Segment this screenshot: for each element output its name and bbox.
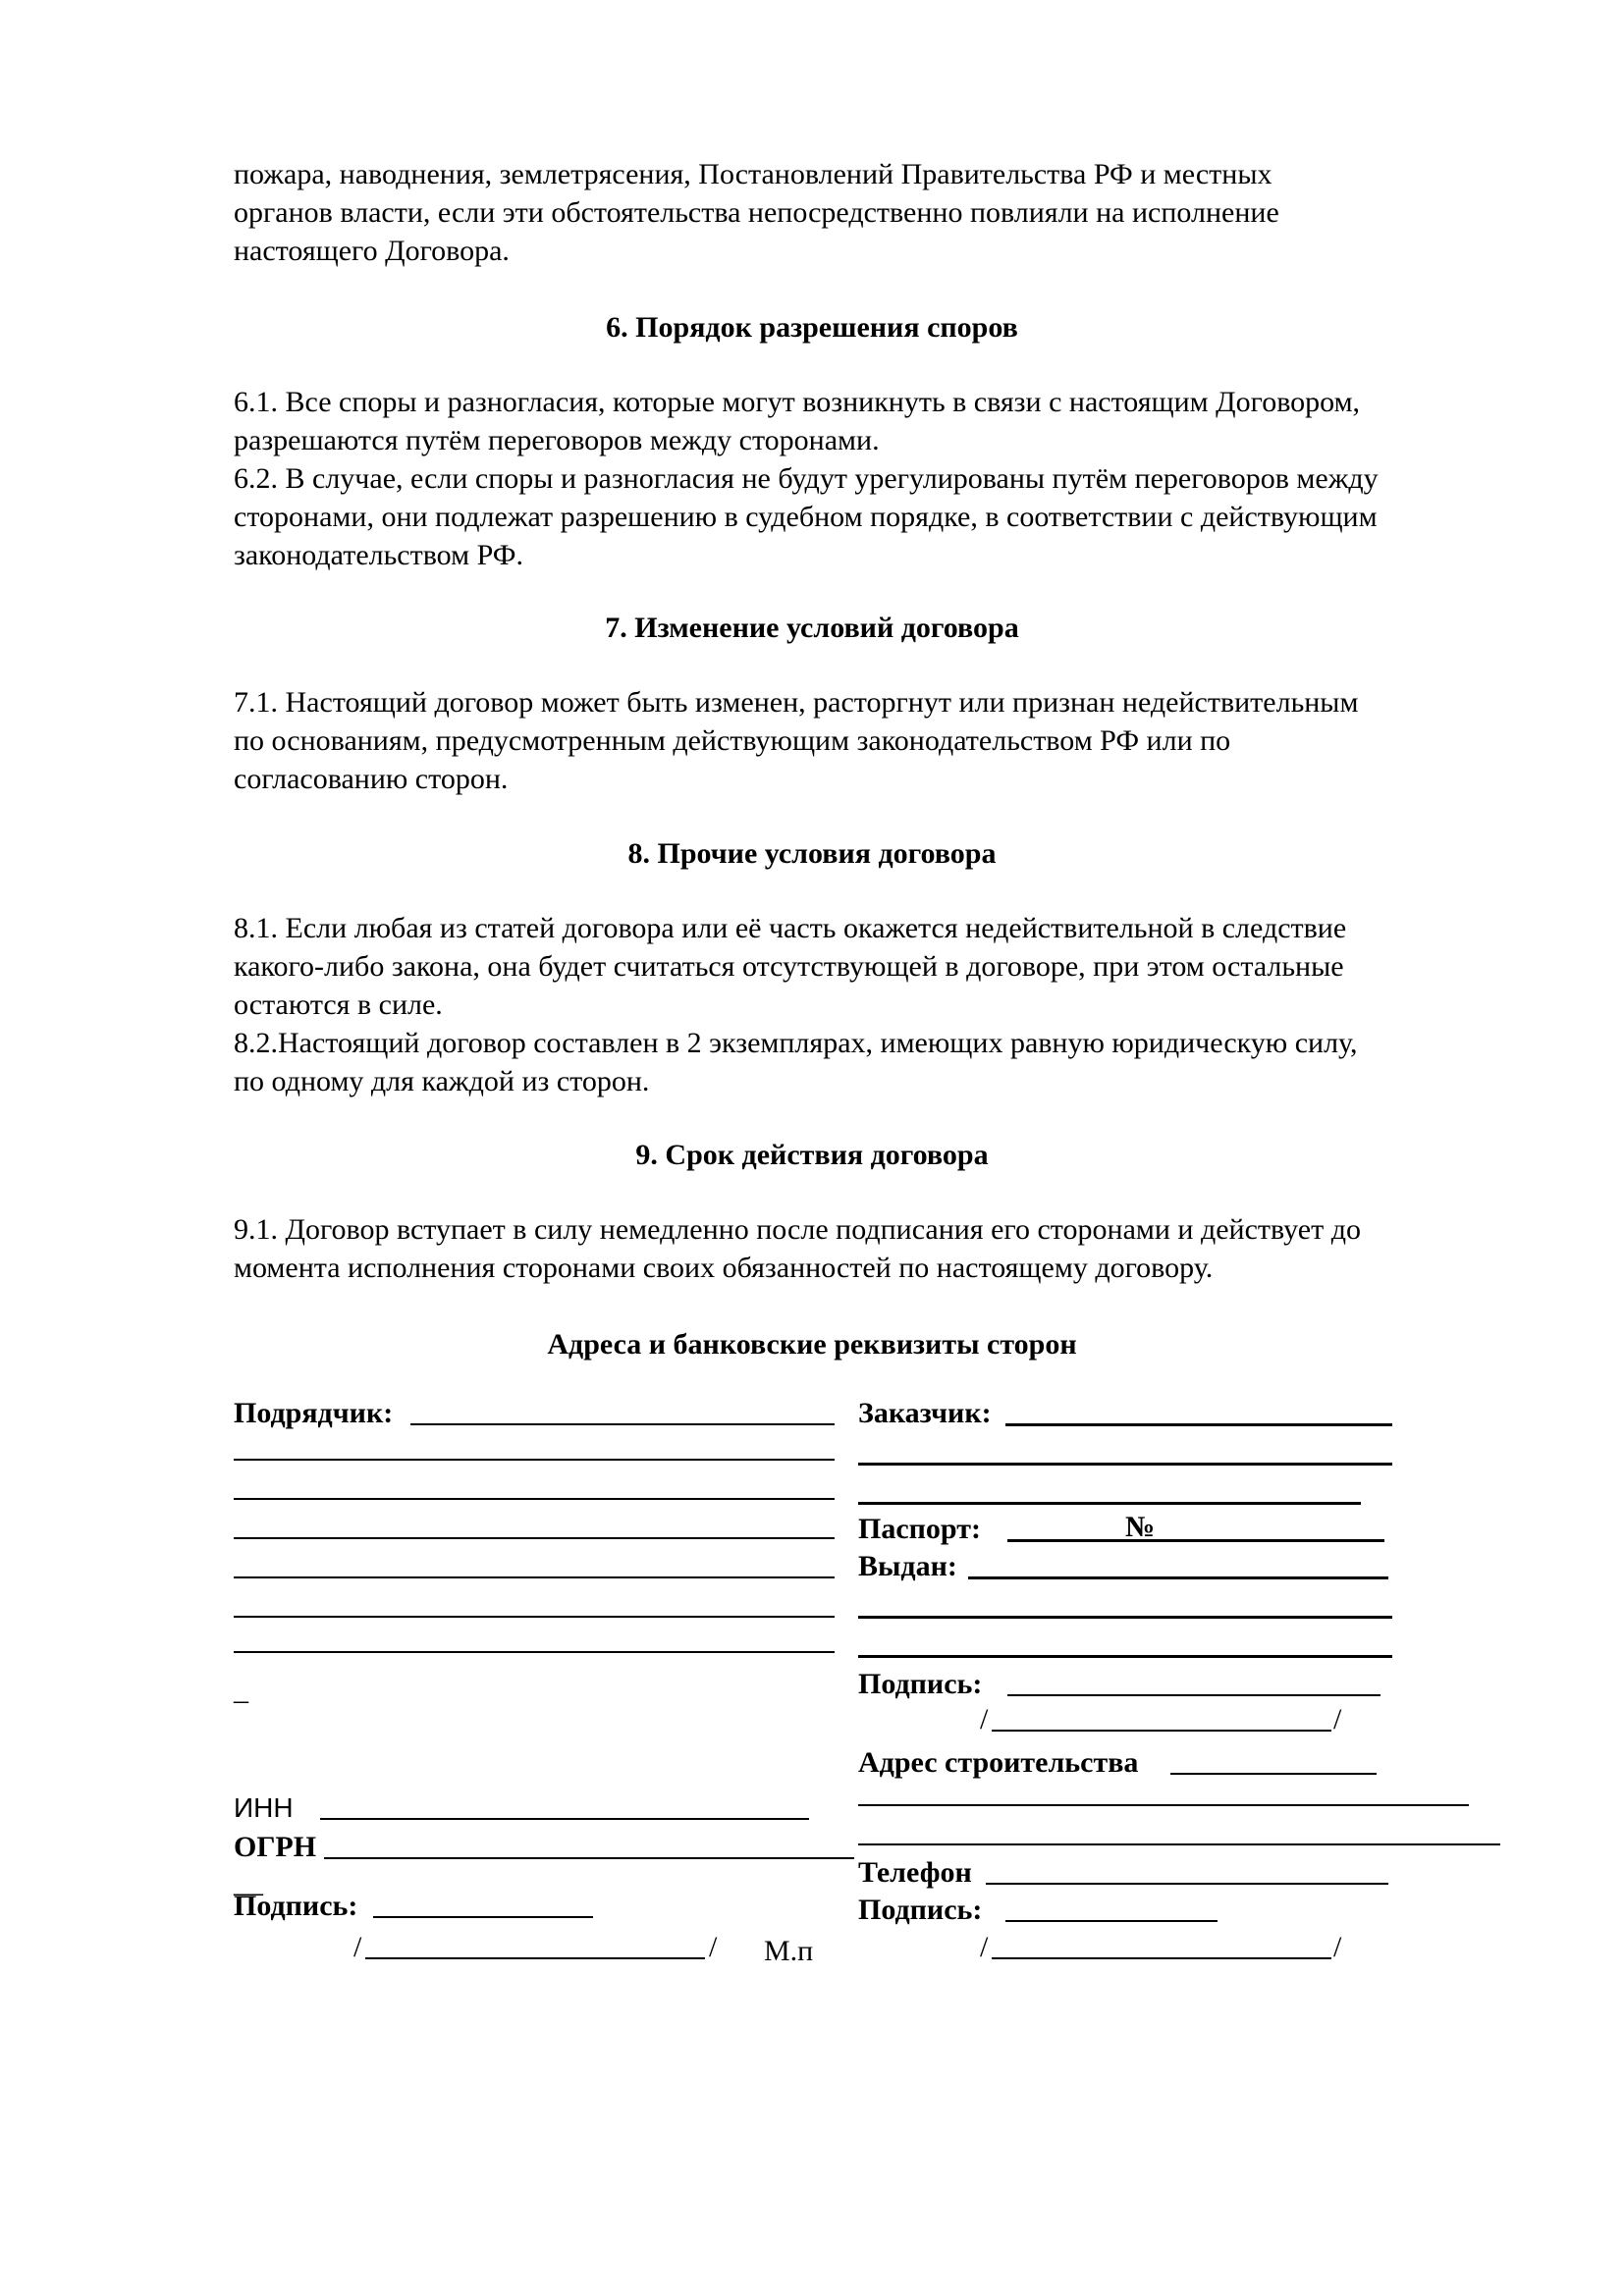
customer-sign-label: Подпись: [858, 1668, 983, 1700]
customer-signature-name-line-2[interactable] [992, 1957, 1331, 1959]
section-line: согласованию сторон. [234, 763, 509, 795]
address-extra-line[interactable] [858, 1843, 1500, 1845]
contractor-name-line[interactable] [410, 1423, 835, 1425]
stamp-label: М.п [764, 1935, 814, 1967]
ogrn-field-line[interactable] [324, 1857, 854, 1859]
inn-label: ИНН [234, 1792, 294, 1823]
section-line: разрешаются путём переговоров между сторонами. [234, 424, 880, 456]
customer-info-line[interactable] [858, 1616, 1392, 1619]
contractor-slash-open: / [353, 1931, 362, 1963]
section-8-body [234, 909, 1530, 1100]
contractor-info-line[interactable] [234, 1616, 835, 1618]
contractor-sign-label: Подпись: [234, 1890, 358, 1922]
contractor-info-line[interactable] [234, 1498, 835, 1500]
phone-label: Телефон [858, 1856, 972, 1889]
passport-number-sign: № [1125, 1511, 1156, 1543]
contractor-block [234, 1394, 862, 2002]
section-line: по основаниям, предусмотренным действующим законодательством РФ или по [234, 724, 1231, 757]
ogrn-label: ОГРН [234, 1831, 317, 1863]
section-line: 7.1. Настоящий договор может быть изменен, расторгнут или признан недействительным [234, 686, 1359, 719]
section-line: 9.1. Договор вступает в силу немедленно после подписания его сторонами и действует до [234, 1213, 1361, 1246]
section-line: 8.2.Настоящий договор составлен в 2 экземплярах, имеющих равную юридическую силу, [234, 1027, 1358, 1059]
contractor-info-line[interactable] [234, 1459, 835, 1461]
section-6-body [234, 383, 1530, 574]
customer-slash-open-2: / [980, 1931, 989, 1963]
intro-line: настоящего Договора. [234, 235, 510, 267]
section-6-title: 6. Порядок разрешения споров [606, 311, 1018, 344]
section-9-body [234, 1210, 1530, 1287]
customer-block [858, 1394, 1487, 2002]
contractor-dash: _ [234, 1674, 248, 1706]
section-8-title: 8. Прочие условия договора [627, 837, 997, 870]
contractor-dash-2: __ [234, 1866, 263, 1898]
section-7-body [234, 683, 1530, 798]
inn-field-line[interactable] [320, 1818, 809, 1820]
phone-field-line[interactable] [986, 1883, 1388, 1885]
contractor-info-line[interactable] [234, 1576, 835, 1578]
contractor-signature-name-line[interactable] [365, 1957, 705, 1959]
contractor-info-line[interactable] [234, 1651, 835, 1653]
contractor-info-line[interactable] [234, 1537, 835, 1539]
section-7-title: 7. Изменение условий договора [605, 612, 1019, 644]
contractor-label: Подрядчик: [234, 1397, 394, 1429]
customer-sign-line-2[interactable] [1005, 1920, 1218, 1922]
section-line: 6.1. Все споры и разногласия, которые могут возникнуть в связи с настоящим Договором, [234, 386, 1361, 418]
customer-info-line[interactable] [858, 1655, 1392, 1658]
address-extra-line[interactable] [858, 1804, 1469, 1806]
section-line: законодательством РФ. [234, 539, 523, 571]
customer-info-line[interactable] [858, 1463, 1392, 1466]
intro-paragraph [234, 155, 1530, 270]
customer-slash-close: / [1333, 1703, 1342, 1735]
section-line: какого-либо закона, она будет считаться отсутствующей в договоре, при этом остальные [234, 950, 1344, 983]
section-line: 8.1. Если любая из статей договора или её часть окажется недействительной в следствие [234, 912, 1347, 944]
customer-info-line[interactable] [858, 1502, 1361, 1505]
section-line: по одному для каждой из сторон. [234, 1065, 650, 1097]
section-9-title: 9. Срок действия договора [635, 1139, 989, 1171]
customer-slash-close-2: / [1333, 1931, 1342, 1963]
section-line: сторонами, они подлежат разрешению в судебном порядке, в соответствии с действующим [234, 501, 1378, 533]
customer-label: Заказчик: [858, 1397, 992, 1429]
section-line: момента исполнения сторонами своих обязанностей по настоящему договору. [234, 1252, 1214, 1284]
contractor-slash-close: / [709, 1931, 718, 1963]
customer-sign-label-2: Подпись: [858, 1894, 983, 1926]
address-field-line[interactable] [1170, 1773, 1377, 1775]
issued-label: Выдан: [858, 1550, 957, 1582]
passport-field-line[interactable] [1007, 1539, 1384, 1542]
section-line: 6.2. В случае, если споры и разногласия не будут урегулированы путём переговоров между [234, 462, 1379, 495]
customer-slash-open: / [980, 1703, 989, 1735]
contractor-sign-line[interactable] [373, 1916, 593, 1918]
section-line: остаются в силе. [234, 988, 443, 1021]
issued-field-line[interactable] [968, 1576, 1388, 1579]
passport-label: Паспорт: [858, 1513, 981, 1545]
customer-sign-line[interactable] [1007, 1694, 1380, 1696]
intro-line: пожара, наводнения, землетрясения, Постановлений Правительства РФ и местных [234, 158, 1272, 190]
intro-line: органов власти, если эти обстоятельства непосредственно повлияли на исполнение [234, 196, 1279, 229]
customer-signature-name-line[interactable] [992, 1730, 1331, 1732]
customer-name-line[interactable] [1005, 1423, 1392, 1426]
requisites-title: Адреса и банковские реквизиты сторон [547, 1328, 1077, 1361]
address-label: Адрес строительства [858, 1746, 1139, 1779]
